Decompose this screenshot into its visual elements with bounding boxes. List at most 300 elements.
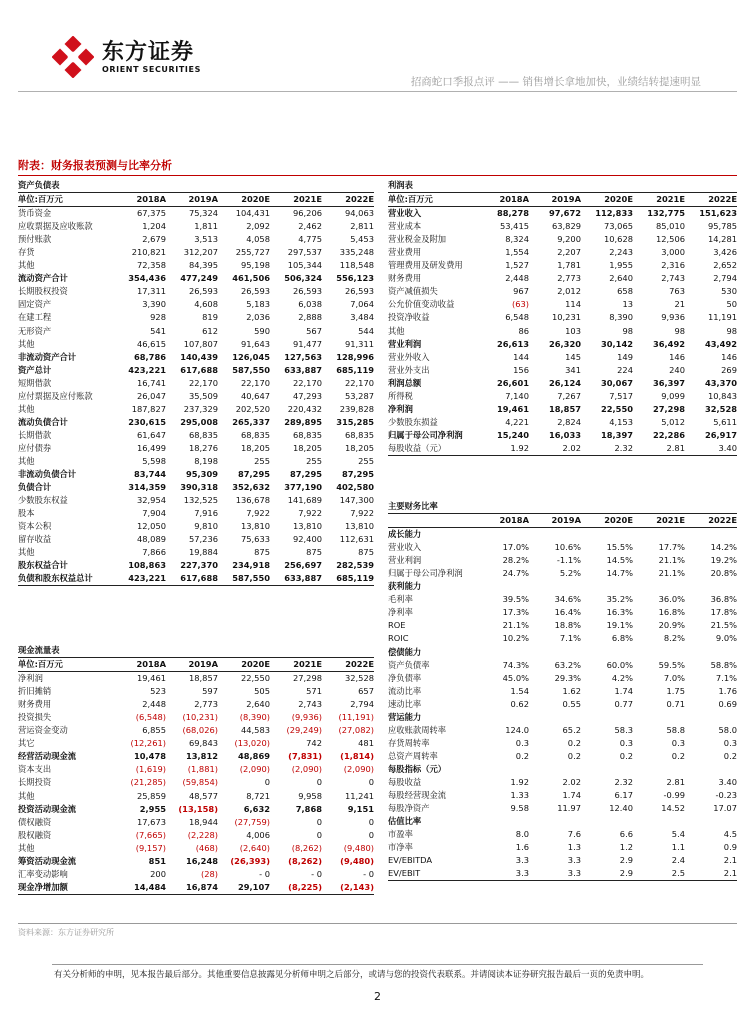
table-row [388,259,737,272]
table-row [18,285,374,298]
cell-value: 590 [254,325,270,336]
source-note: 资料来源：东方证券研究所 [18,928,114,937]
cell-value: 112,833 [595,208,633,219]
table-row [18,377,374,390]
cell-value: 2,679 [142,234,166,245]
cell-value: 7,922 [298,508,322,519]
table-row [18,546,374,559]
table-row [388,750,737,763]
table-row [388,606,737,619]
cell-value: 875 [358,547,374,558]
table-row [18,881,374,895]
cell-value: 8,390 [609,312,633,323]
row-label: 现金净增加额 [18,881,68,892]
table-row [18,572,374,586]
cell-value: 237,329 [183,403,218,414]
cell-value: 9.58 [510,803,529,814]
cell-value: 11,241 [344,790,374,801]
cell-value: 22,170 [344,377,374,388]
cell-value: 2,207 [557,247,581,258]
cell-value: 7.0% [663,672,685,683]
row-label: 应付票据及应付账款 [18,390,93,401]
cell-value: 12.40 [609,803,633,814]
cell-value: 35,509 [188,390,218,401]
cell-value: 26,593 [240,286,270,297]
cell-value: 6,632 [243,803,270,814]
cell-value: 255,727 [235,247,270,258]
cell-value: 597 [202,686,218,697]
cell-value: 1,527 [505,260,529,271]
row-label: 成长能力 [388,529,422,540]
table-row [18,416,374,429]
table-row [18,298,374,311]
cell-value: 224 [617,364,633,375]
footer-disclaimer: 有关分析师的申明，见本报告最后部分。其他重要信息披露见分析师申明之后部分，或请与您的投资代表联系。并请阅读本证券研究报告最后一页的免责申明。 [54,970,650,980]
cell-value: 2.5 [671,868,685,879]
cell-value: 2.02 [562,442,581,453]
cell-value: 88,278 [496,208,529,219]
cell-value: (68,026) [182,725,218,736]
cell-value: 32,528 [704,403,737,414]
cell-value: 17.8% [710,607,737,618]
section-header [388,179,737,193]
cell-value: (8,262) [288,855,322,866]
row-label: 单位:百万元 [388,194,433,205]
cell-value: 2.4 [671,855,685,866]
cell-value: 2.02 [562,776,581,787]
table-row [18,737,374,750]
cell-value: 9,936 [661,312,685,323]
cell-value: 21.1% [658,568,685,579]
row-label: 投资损失 [18,712,52,723]
cell-value: 39.5% [502,594,529,605]
cell-value: 8.0 [515,829,529,840]
cell-value: 8,324 [505,234,529,245]
cell-value: (1,619) [135,764,166,775]
section-header [388,500,737,514]
cell-value: 8,721 [246,790,270,801]
row-label: 每股经营现金流 [388,790,447,801]
cell-value: 19.2% [710,555,737,566]
cell-value: (13,158) [178,803,218,814]
cell-value: 103 [565,325,581,336]
cell-value: (8,390) [239,712,270,723]
row-label: 现金流量表 [18,645,60,655]
cell-value: 95,198 [240,260,270,271]
table-row [388,325,737,338]
cell-value: 17.7% [658,542,685,553]
cell-value: 295,008 [180,416,218,427]
source-divider [18,923,737,924]
cell-value: 10,628 [603,234,633,245]
table-row [18,442,374,455]
cell-value: 587,550 [232,573,270,584]
cell-value: (7,831) [288,751,322,762]
row-label: 毛利率 [388,594,413,605]
cell-value: 0.3 [619,737,633,748]
header-divider [18,91,737,92]
cell-value: 53,415 [499,221,529,232]
cell-value: 2021E [656,194,685,205]
row-label: 资本支出 [18,764,52,775]
row-label: 速动比率 [388,698,422,709]
cell-value: 2,888 [298,312,322,323]
cell-value: 2.32 [614,776,633,787]
cell-value: (10,231) [182,712,218,723]
cell-value: - 0 [363,868,374,879]
row-label: 净利率 [388,607,413,618]
row-label: 获利能力 [388,581,422,592]
cell-value: 18,205 [344,442,374,453]
cell-value: 10.2% [502,633,529,644]
cell-value: 17.07 [713,803,737,814]
cell-value: 4,221 [505,416,529,427]
category-header [388,580,737,593]
cell-value: 3.40 [718,776,737,787]
cell-value: (2,090) [239,764,270,775]
cell-value: 1.92 [510,442,529,453]
cell-value: 16,248 [185,855,218,866]
row-label: 长期投资 [18,777,52,788]
row-label: 资本公积 [18,521,52,532]
table-row [18,750,374,763]
cell-value: 132,525 [183,495,218,506]
cell-value: 19,461 [136,673,166,684]
cell-value: 297,537 [287,247,322,258]
cell-value: 11.97 [557,803,581,814]
cell-value: 2.81 [666,442,685,453]
table-row [18,272,374,285]
cell-value: 126,045 [232,351,270,362]
cell-value: 13,810 [292,521,322,532]
cell-value: 7.1% [715,672,737,683]
row-label: 预付账款 [18,234,52,245]
cell-value: (9,157) [135,842,166,853]
table-row [388,285,737,298]
cell-value: (27,759) [234,816,270,827]
cell-value: 255 [306,455,322,466]
row-label: 市盈率 [388,829,413,840]
table-row [18,559,374,572]
cell-value: 48,577 [188,790,218,801]
cell-value: 5,183 [246,299,270,310]
row-label: 其他 [18,338,35,349]
cell-value: 657 [358,686,374,697]
cell-value: 875 [254,547,270,558]
cell-value: 16,033 [548,429,581,440]
row-label: 货币资金 [18,208,52,219]
cell-value: 1,204 [142,221,166,232]
cell-value: 2,794 [350,699,374,710]
table-row [388,828,737,841]
cell-value: 0.2 [567,750,581,761]
cell-value: 14.52 [661,803,685,814]
row-label: 经营活动现金流 [18,751,77,762]
cell-value: 10.6% [554,542,581,553]
cell-value: 523 [150,686,166,697]
cell-value: 423,221 [128,573,166,584]
cell-value: 4.5 [723,829,737,840]
row-label: 营业税金及附加 [388,234,447,245]
row-label: 偿债能力 [388,646,422,657]
cell-value: 58.3 [614,724,633,735]
cell-value: 742 [306,738,322,749]
table-row [388,776,737,789]
cell-value: 2.9 [619,868,633,879]
cell-value: 8,198 [194,455,218,466]
row-label: 营业外收入 [388,351,430,362]
cell-value: 17.0% [502,542,529,553]
cell-value: 255 [254,455,270,466]
cell-value: 18.8% [554,620,581,631]
table-row [388,698,737,711]
cell-value: 2,316 [661,260,685,271]
row-label: 资产负债表 [18,180,60,190]
cell-value: 43,370 [704,377,737,388]
row-label: 每股收益（元） [388,442,447,453]
cell-value: 3,390 [142,299,166,310]
cell-value: 97,672 [548,208,581,219]
cell-value: 14,281 [707,234,737,245]
row-label [388,514,477,527]
cell-value: 1,811 [194,221,218,232]
page-title: 附表：财务报表预测与比率分析 [18,159,172,172]
cell-value: 26,047 [136,390,166,401]
row-label: 投资净收益 [388,312,430,323]
row-label: 净负债率 [388,672,422,683]
cell-value: 1.76 [718,685,737,696]
cell-value: 1.2 [619,842,633,853]
header-subtitle: 招商蛇口季报点评 —— 销售增长拿地加快，业绩结转提速明显 [410,76,701,88]
cell-value: 2,824 [557,416,581,427]
table-row [18,494,374,507]
cell-value: 2022E [708,515,737,526]
row-label: 折旧摊销 [18,686,52,697]
cell-value: 2019A [188,194,218,205]
column-header [388,193,737,207]
row-label: 每股净资产 [388,803,430,814]
cell-value: 48,089 [136,534,166,545]
cell-value: 22,170 [240,377,270,388]
row-label: 资产减值损失 [388,286,438,297]
cell-value: 87,295 [341,469,374,480]
cell-value: 0.55 [562,698,581,709]
cell-value: 227,370 [180,560,218,571]
row-label: 营业费用 [388,247,422,258]
cell-value: 18,205 [292,442,322,453]
cell-value: 29,107 [237,881,270,892]
cell-value: 1,955 [609,260,633,271]
cell-value: 10,843 [707,390,737,401]
cell-value: 105,344 [287,260,322,271]
cell-value: 3.3 [567,868,581,879]
cell-value: 84,395 [188,260,218,271]
cell-value: 210,821 [131,247,166,258]
cell-value: 68,835 [188,429,218,440]
table-row [18,311,374,324]
cell-value: 2,811 [350,221,374,232]
row-label: 债权融资 [18,816,52,827]
table-row [18,868,374,881]
cell-value: 22,170 [292,377,322,388]
table-row [18,364,374,377]
cell-value: 530 [721,286,737,297]
cell-value: 4,006 [246,829,270,840]
section-header [18,179,374,193]
cell-value: 352,632 [232,482,270,493]
cell-value: 147,300 [339,495,374,506]
cell-value: 633,887 [284,364,322,375]
cell-value: 612 [202,325,218,336]
footer-divider [52,964,703,965]
table-row [388,364,737,377]
cell-value: (2,640) [239,842,270,853]
cell-value: 0 [368,829,374,840]
table-row [388,854,737,867]
cell-value: 26,593 [344,286,374,297]
cell-value: 0.2 [671,750,685,761]
cell-value: 86 [518,325,529,336]
cell-value: 83,744 [133,469,166,480]
table-row [388,724,737,737]
cell-value: 26,613 [496,338,529,349]
cell-value: 7,140 [505,390,529,401]
cell-value: 61,647 [136,429,166,440]
cell-value: 202,520 [235,403,270,414]
cell-value: 4,608 [194,299,218,310]
cell-value: 21 [674,299,685,310]
table-row [388,233,737,246]
cell-value: 12,050 [136,521,166,532]
cell-value: 3.40 [718,442,737,453]
cell-value: 2.1 [723,868,737,879]
row-label: 估值比率 [388,816,422,827]
table-row [18,351,374,364]
cell-value: 1.62 [562,685,581,696]
table-row [388,619,737,632]
cell-value: (21,285) [130,777,166,788]
cell-value: 26,917 [704,429,737,440]
table-row [18,259,374,272]
cell-value: 0 [368,816,374,827]
table-row [18,325,374,338]
section-header [18,644,374,658]
cell-value: - 0 [259,868,270,879]
balance-sheet-table [18,179,374,586]
row-label: 资产总计 [18,364,52,375]
cell-value: 7,517 [609,390,633,401]
cell-value: 74.3% [502,659,529,670]
row-label: 营业收入 [388,542,422,553]
table-row [388,442,737,456]
cell-value: 5.4 [671,829,685,840]
cell-value: 2.32 [614,442,633,453]
cell-value: 17,311 [136,286,166,297]
cell-value: 0 [316,816,322,827]
cell-value: 6.8% [611,633,633,644]
cell-value: 59.5% [658,659,685,670]
cell-value: 48,869 [237,751,270,762]
table-row [18,507,374,520]
table-row [18,246,374,259]
cell-value: 118,548 [339,260,374,271]
cell-value: 2020E [604,515,633,526]
table-row [18,481,374,494]
cell-value: 18,944 [188,816,218,827]
cell-value: 0.3 [671,737,685,748]
cell-value: 2,448 [142,699,166,710]
table-row [388,298,737,311]
cell-value: 2018A [499,194,529,205]
cell-value: 1,554 [505,247,529,258]
table-row [18,520,374,533]
cell-value: 5,012 [661,416,685,427]
cell-value: -0.99 [663,790,685,801]
cell-value: 220,432 [287,403,322,414]
cell-value: (59,854) [182,777,218,788]
cell-value: 141,689 [287,495,322,506]
row-label: 股东权益合计 [18,560,68,571]
row-label: 其他 [388,325,405,336]
cell-value: (468) [195,842,218,853]
cell-value: 967 [513,286,529,297]
cell-value: -0.23 [715,790,737,801]
row-label: 其它 [18,738,35,749]
cell-value: 68,835 [240,429,270,440]
cell-value: 5,611 [713,416,737,427]
cell-value: 63,829 [551,221,581,232]
cell-value: 7,922 [246,508,270,519]
cell-value: 0.77 [614,698,633,709]
cell-value: 28.2% [502,555,529,566]
cell-value: 146 [669,351,685,362]
cell-value: 2019A [188,659,218,670]
row-label: 归属于母公司净利润 [388,429,463,440]
cell-value: 875 [306,547,322,558]
category-header [388,528,737,541]
cell-value: 40,647 [240,390,270,401]
cell-value: 14.2% [710,542,737,553]
row-label: 应收票据及应收账款 [18,221,93,232]
row-label: 其他 [18,547,35,558]
cell-value: 0.62 [510,698,529,709]
cell-value: 20.8% [710,568,737,579]
cell-value: 10,231 [551,312,581,323]
cell-value: 98 [726,325,737,336]
cell-value: 104,431 [235,208,270,219]
cell-value: 13,812 [185,751,218,762]
row-label: 每股指标（元） [388,763,447,774]
cell-value: 43,492 [704,338,737,349]
table-row [18,790,374,803]
cell-value: 1.3 [567,842,581,853]
row-label: 营业利润 [388,555,422,566]
cell-value: 145 [565,351,581,362]
cell-value: 617,688 [180,573,218,584]
logo [52,36,201,78]
cell-value: 95,785 [707,221,737,232]
cell-value: 1.75 [666,685,685,696]
cell-value: 95,309 [185,469,218,480]
cell-value: 0 [316,777,322,788]
cell-value: 289,895 [284,416,322,427]
cell-value: (8,225) [288,881,322,892]
table-row [388,246,737,259]
table-row [388,567,737,580]
row-label: 汇率变动影响 [18,868,68,879]
row-label: 净利润 [18,673,43,684]
cell-value: 200 [150,868,166,879]
